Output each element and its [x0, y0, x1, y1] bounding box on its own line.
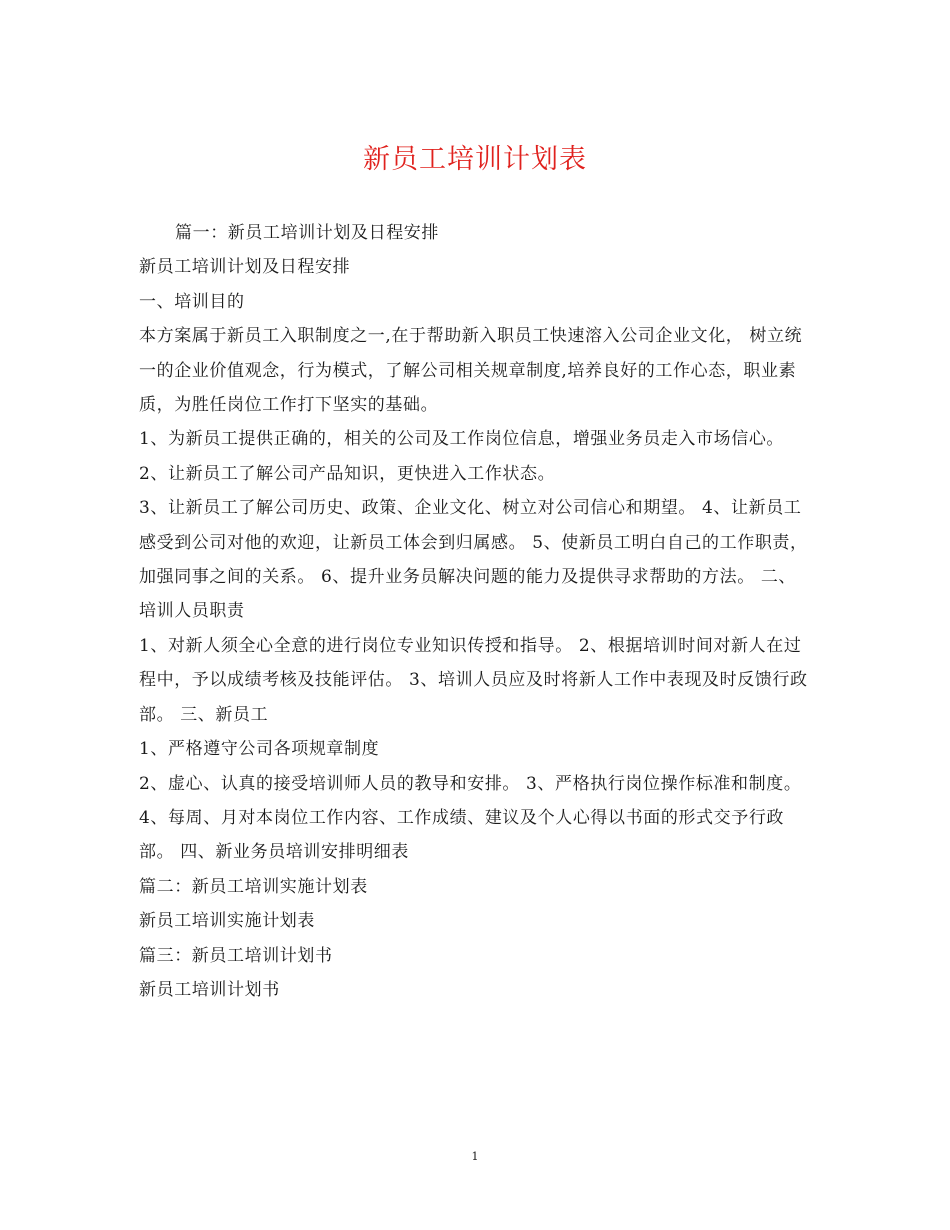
section-heading-part-three: 篇三：新员工培训计划书: [139, 945, 333, 966]
page-number: 1: [471, 1150, 479, 1163]
subheading-training-plan-book: 新员工培训计划书: [139, 979, 280, 1000]
section-heading-part-two: 篇二：新员工培训实施计划表: [139, 876, 368, 897]
paragraph-purpose-items-3-6: 3、让新员工了解公司历史、政策、企业文化、树立对公司信心和期望。 4、让新员工感受到公司对他的欢迎，让新员工体会到归属感。 5、使新员工明白自己的工作职责，加强同事之间的关系。 6、提升业务员解决问题的能力及提供寻求帮助的方法。 二、培训人员职责: [139, 498, 808, 622]
paragraph-new-employee-item-4: 4、每周、月对本岗位工作内容、工作成绩、建议及个人心得以书面的形式交予行政部。 四、新业务员培训安排明细表: [139, 807, 785, 863]
paragraph-new-employee-item-1: 1、严格遵守公司各项规章制度: [139, 739, 380, 760]
paragraph-new-employee-items-2-3: 2、虚心、认真的接受培训师人员的教导和安排。 3、严格执行岗位操作标准和制度。: [139, 773, 802, 794]
section-heading-part-one: 篇一：新员工培训计划及日程安排: [175, 223, 439, 243]
paragraph-purpose-items-1-2: 1、为新员工提供正确的，相关的公司及工作岗位信息，增强业务员走入市场信心。 2、让新员工了解公司产品知识，更快进入工作状态。: [139, 429, 785, 484]
heading-training-purpose: 一、培训目的: [139, 291, 245, 312]
subheading-implementation-plan: 新员工培训实施计划表: [139, 911, 315, 932]
subheading-plan-schedule: 新员工培训计划及日程安排: [139, 257, 351, 278]
document-body: [139, 216, 811, 1007]
paragraph-trainer-duties: 1、对新人须全心全意的进行岗位专业知识传授和指导。 2、根据培训时间对新人在过程中，予以成绩考核及技能评估。 3、培训人员应及时将新人工作中表现及时反馈行政部。 三、新员工: [139, 635, 808, 725]
document-title: 新员工培训计划表: [363, 144, 587, 175]
paragraph-purpose-description: 本方案属于新员工入职制度之一,在于帮助新入职员工快速溶入公司企业文化， 树立统一的企业价值观念，行为模式，了解公司相关规章制度,培养良好的工作心态，职业素质，为胜任岗位工作打下坚实的基础。: [139, 326, 803, 416]
